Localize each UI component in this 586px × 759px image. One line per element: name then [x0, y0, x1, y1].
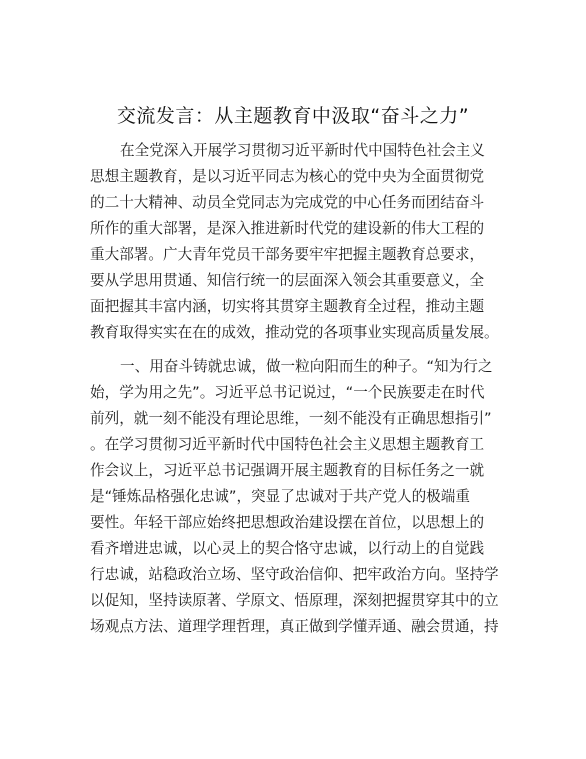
body-paragraph-1 — [90, 138, 514, 346]
paragraph-line: 思想主题教育，是以习近平同志为核心的党中央为全面贯彻党 — [90, 168, 485, 185]
paragraph-line: 重大部署。广大青年党员干部务要牢牢把握主题教育总要求， — [90, 246, 485, 263]
paragraph-line: 行忠诚，站稳政治立场、坚守政治信仰、把牢政治方向。坚持学 — [90, 566, 499, 583]
paragraph-line: 教育取得实实在在的成效，推动党的各项事业实现高质量发展。 — [90, 324, 499, 341]
paragraph-line: 场观点方法、道理学理哲理，真正做到学懂弄通、融会贯通，持 — [90, 618, 499, 635]
paragraph-line: 面把握其丰富内涵，切实将其贯穿主题教育全过程，推动主题 — [90, 298, 485, 315]
paragraph-line: 以促知，坚持读原著、学原文、悟原理，深刻把握贯穿其中的立 — [90, 592, 499, 609]
paragraph-line: 始，学为用之先”。习近平总书记说过，“一个民族要走在时代 — [90, 384, 485, 401]
paragraph-line: 要性。年轻干部应始终把思想政治建设摆在首位，以思想上的 — [90, 514, 485, 531]
paragraph-line: 是“锤炼品格强化忠诚”，突显了忠诚对于共产党人的极端重 — [90, 488, 470, 505]
paragraph-line: 一、用奋斗铸就忠诚，做一粒向阳而生的种子。“知为行之 — [120, 358, 493, 375]
body-paragraph-2 — [90, 354, 514, 640]
paragraph-line: 在全党深入开展学习贯彻习近平新时代中国特色社会主义 — [120, 142, 485, 159]
paragraph-line: 所作的重大部署，是深入推进新时代党的建设新的伟大工程的 — [90, 220, 485, 237]
paragraph-line: 要从学思用贯通、知信行统一的层面深入领会其重要意义，全 — [90, 272, 485, 289]
paragraph-line: 。在学习贯彻习近平新时代中国特色社会主义思想主题教育工 — [90, 436, 485, 453]
page-title: 交流发言：从主题教育中汲取“奋斗之力” — [116, 105, 470, 127]
paragraph-line: 看齐增进忠诚，以心灵上的契合恪守忠诚，以行动上的自觉践 — [90, 540, 485, 557]
paragraph-line: 作会议上，习近平总书记强调开展主题教育的目标任务之一就 — [90, 462, 485, 479]
paragraph-line: 前列，就一刻不能没有理论思维，一刻不能没有正确思想指引” — [90, 410, 492, 427]
paragraph-line: 的二十大精神、动员全党同志为完成党的中心任务而团结奋斗 — [90, 194, 485, 211]
